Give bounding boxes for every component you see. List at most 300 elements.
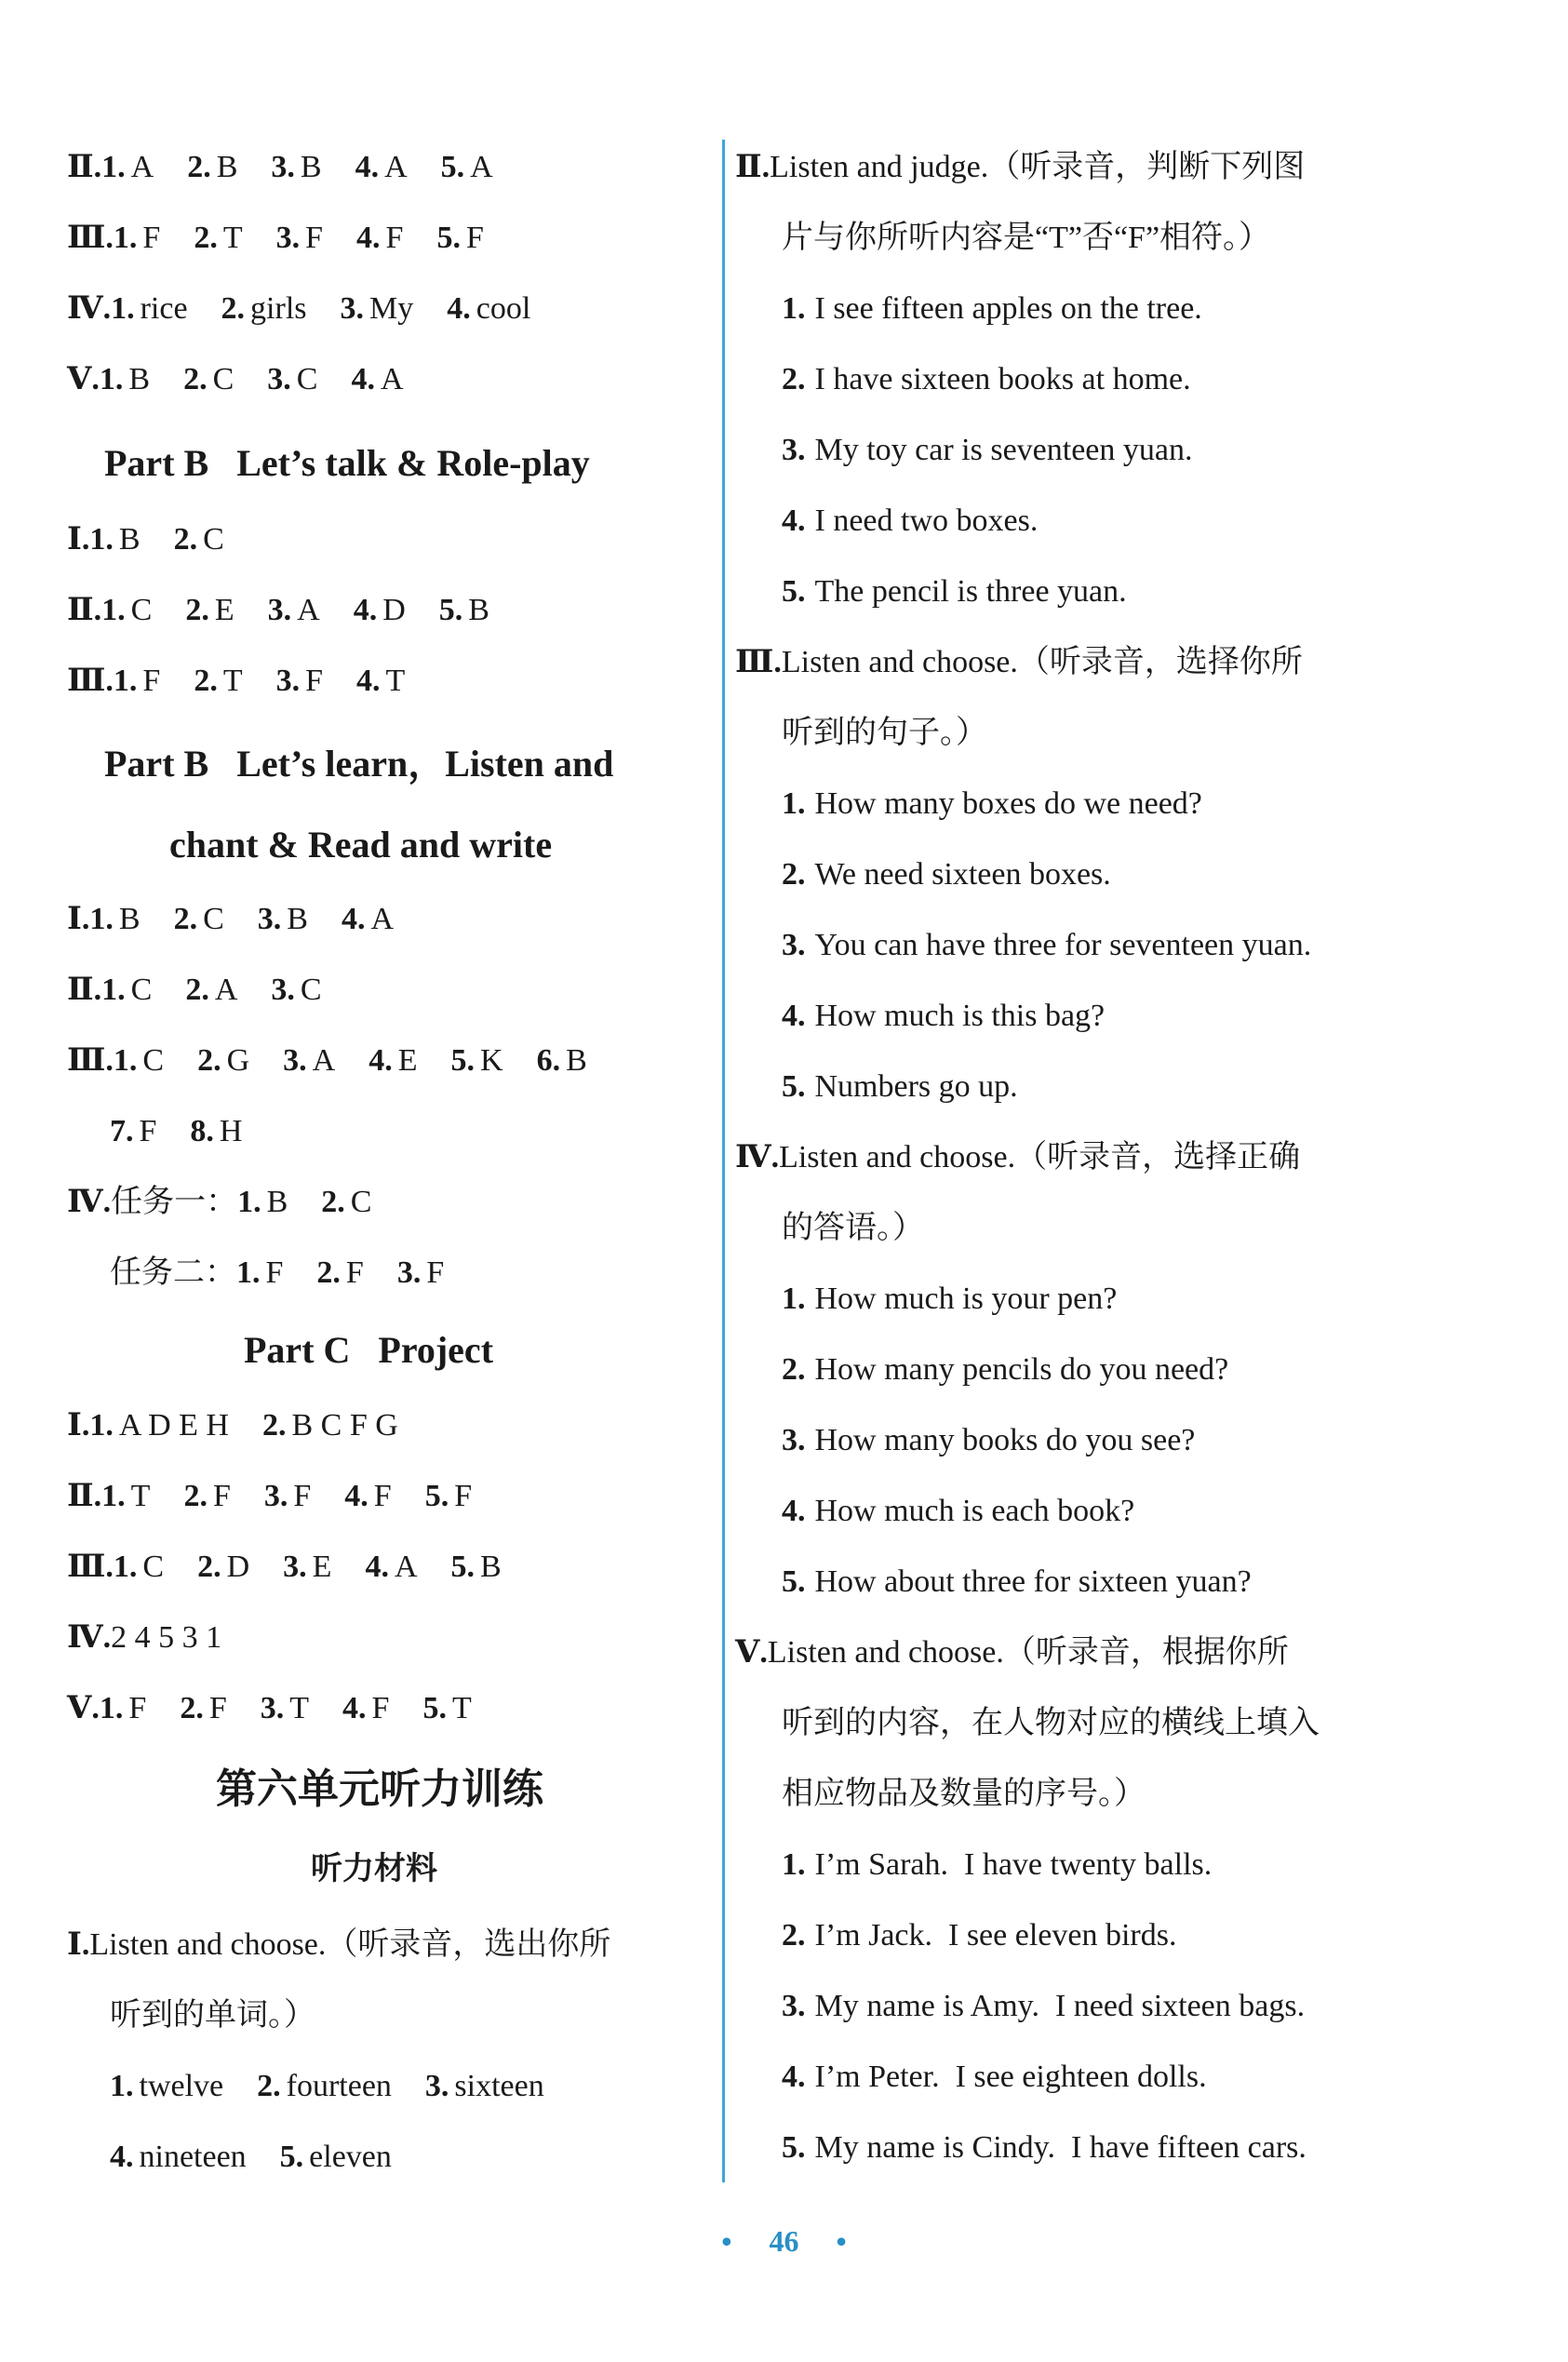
- section-instruction: [735, 644, 1303, 681]
- answer-value: C: [203, 902, 224, 936]
- section-instruction: [735, 1634, 1289, 1671]
- section-instruction: [735, 149, 1305, 186]
- question-number: 4.: [365, 1550, 389, 1584]
- answer-item: [89, 901, 140, 938]
- sentence-text: How much is this bag?: [814, 999, 1106, 1033]
- answer-value: B: [468, 593, 489, 627]
- answer-item: [101, 149, 154, 186]
- answer-item: [114, 1042, 164, 1080]
- question-number: 4.: [782, 999, 806, 1033]
- answer-item: [354, 592, 406, 629]
- sentence-text: How about three for sixteen yuan?: [814, 1564, 1252, 1599]
- roman-dot: .: [93, 973, 102, 1007]
- roman-dot: .: [102, 291, 112, 326]
- script-sentence: [782, 503, 1038, 540]
- sentence-text: My name is Amy. I need sixteen bags.: [814, 1989, 1306, 2023]
- roman-dot: .: [81, 1408, 90, 1443]
- answer-item: [111, 290, 187, 328]
- section-instruction: 听到的内容，在人物对应的横线上填入: [782, 1706, 1320, 1740]
- script-sentence: [782, 432, 1193, 469]
- sentence-text: My toy car is seventeen yuan.: [814, 433, 1193, 467]
- question-number: 3.: [275, 221, 301, 255]
- answer-item: [283, 1549, 331, 1586]
- word-value: nineteen: [139, 2140, 247, 2174]
- answer-value: T: [385, 664, 406, 698]
- answer-value: A D E H: [118, 1408, 229, 1443]
- answer-value: F: [371, 1691, 390, 1725]
- answer-value: E: [397, 1043, 418, 1078]
- roman-numeral: Ⅱ: [735, 150, 762, 184]
- question-number: 1.: [99, 362, 124, 396]
- answer-row: [67, 361, 437, 398]
- answer-item: [342, 1690, 389, 1727]
- answer-item: [447, 290, 530, 328]
- roman-numeral: Ⅲ: [67, 1043, 106, 1078]
- question-number: 4.: [344, 1479, 369, 1513]
- section-instruction: 听到的单词。）: [110, 1998, 315, 2033]
- question-number: 5.: [440, 150, 465, 184]
- question-number: 1.: [113, 1043, 138, 1078]
- question-number: 5.: [450, 1043, 475, 1078]
- word-value: fourteen: [286, 2069, 392, 2103]
- answer-item: [271, 149, 321, 186]
- page-number-text: 46: [769, 2224, 799, 2258]
- answer-value: B C F G: [291, 1408, 398, 1443]
- answer-value: F: [212, 1479, 231, 1513]
- answer-value: T: [451, 1691, 472, 1725]
- question-number: 2.: [782, 1352, 806, 1387]
- question-number: 4.: [356, 664, 381, 698]
- word-item: [110, 2068, 223, 2105]
- question-number: 2.: [197, 1550, 221, 1584]
- roman-dot: .: [759, 1635, 768, 1670]
- answer-row: [67, 220, 517, 257]
- answer-row: [67, 663, 438, 700]
- answer-item: [439, 592, 489, 629]
- answer-item: [101, 1478, 150, 1515]
- answer-row: [67, 290, 564, 328]
- section-instruction: [67, 1926, 610, 1964]
- question-number: 5.: [436, 221, 461, 255]
- task-row: [67, 1184, 405, 1221]
- question-number: 1.: [101, 150, 126, 184]
- answer-item: [258, 901, 308, 938]
- answer-value: C: [212, 362, 235, 396]
- answer-item: [194, 220, 242, 257]
- roman-dot: .: [81, 902, 90, 936]
- script-sentence: [782, 1917, 1176, 1954]
- answer-sequence: 2 4 5 3 1: [111, 1620, 222, 1655]
- answer-row: [67, 901, 427, 938]
- answer-value: C: [300, 973, 322, 1007]
- answer-item: [316, 1255, 363, 1292]
- answer-row: [67, 1407, 432, 1444]
- answer-value: My: [369, 291, 414, 326]
- question-number: 4.: [782, 503, 806, 538]
- question-number: 3.: [275, 664, 301, 698]
- question-number: 2.: [221, 291, 246, 326]
- word-item: [280, 2139, 392, 2176]
- question-number: 2.: [173, 902, 198, 936]
- roman-dot: .: [91, 1691, 100, 1725]
- answer-value: F: [385, 221, 404, 255]
- page-number: [0, 2224, 1568, 2259]
- answer-item: [356, 663, 405, 700]
- answer-item: [341, 290, 414, 328]
- answer-row: [67, 1690, 505, 1727]
- answer-value: A: [394, 1550, 418, 1584]
- roman-dot: .: [105, 1550, 114, 1584]
- script-sentence: [782, 1068, 1018, 1106]
- roman-numeral: Ⅳ: [67, 291, 103, 326]
- answer-item: [397, 1255, 444, 1292]
- answer-item: [183, 1478, 230, 1515]
- script-sentence: [782, 573, 1127, 611]
- answer-item: [262, 1407, 398, 1444]
- answer-value: A: [130, 150, 154, 184]
- answer-item: [114, 1549, 164, 1586]
- roman-numeral: Ⅰ: [67, 1927, 82, 1962]
- question-number: 4.: [782, 2060, 806, 2094]
- script-sentence: [782, 361, 1191, 398]
- question-number: 1.: [110, 2069, 134, 2103]
- answer-value: B: [266, 1185, 288, 1219]
- answer-item: [190, 1113, 242, 1150]
- sentence-text: How many books do you see?: [814, 1423, 1196, 1457]
- script-sentence: [782, 927, 1311, 964]
- sentence-text: We need sixteen boxes.: [814, 857, 1111, 892]
- roman-dot: .: [93, 1479, 102, 1513]
- answer-item: [344, 1478, 391, 1515]
- roman-numeral: Ⅲ: [67, 221, 106, 255]
- answer-item: [100, 361, 150, 398]
- answer-value: H: [219, 1114, 243, 1148]
- question-number: 4.: [369, 1043, 393, 1078]
- answer-value: A: [297, 593, 320, 627]
- question-number: 3.: [283, 1043, 307, 1078]
- question-number: 2.: [321, 1185, 345, 1219]
- question-number: 2.: [261, 1408, 287, 1443]
- question-number: 3.: [424, 2069, 449, 2103]
- roman-dot: .: [105, 664, 114, 698]
- answer-value: B: [566, 1043, 587, 1078]
- answer-value: B: [128, 362, 151, 396]
- sentence-text: I’m Sarah. I have twenty balls.: [814, 1847, 1213, 1882]
- question-number: 2.: [194, 221, 218, 255]
- answer-item: [425, 1478, 472, 1515]
- answer-value: A: [370, 902, 395, 936]
- answer-item: [237, 1184, 288, 1221]
- roman-dot: .: [81, 1927, 90, 1962]
- roman-numeral: Ⅲ: [735, 645, 774, 679]
- sentence-text: The pencil is three yuan.: [814, 574, 1127, 609]
- unit-subtitle: 听力材料: [311, 1850, 437, 1887]
- sentence-text: I have sixteen books at home.: [814, 362, 1191, 396]
- unit-title: 第六单元听力训练: [216, 1765, 543, 1813]
- question-number: 4.: [351, 362, 375, 396]
- answer-value: F: [345, 1255, 364, 1290]
- question-number: 1.: [782, 786, 806, 821]
- answer-row: [67, 592, 523, 629]
- roman-dot: .: [102, 1185, 112, 1219]
- answer-value: T: [222, 221, 243, 255]
- answer-row: [67, 1478, 505, 1515]
- question-number: 7.: [110, 1114, 134, 1148]
- answer-item: [114, 220, 160, 257]
- answer-item: [342, 901, 394, 938]
- script-sentence: [782, 785, 1202, 823]
- question-number: 3.: [340, 291, 364, 326]
- question-number: 2.: [183, 362, 208, 396]
- answer-value: K: [480, 1043, 503, 1078]
- instruction-text: Listen and choose.（听录音，选出你所: [89, 1927, 611, 1962]
- answer-value: C: [142, 1550, 165, 1584]
- question-number: 3.: [782, 1423, 806, 1457]
- word-value: sixteen: [454, 2069, 544, 2103]
- question-number: 3.: [263, 1479, 288, 1513]
- answer-item: [187, 149, 237, 186]
- question-number: 4.: [342, 1691, 367, 1725]
- answer-value: D: [226, 1550, 250, 1584]
- instruction-text: Listen and choose.（听录音，选择你所: [781, 645, 1303, 679]
- answer-value: F: [128, 1691, 147, 1725]
- roman-numeral: Ⅰ: [67, 902, 82, 936]
- answer-row: [67, 1042, 621, 1080]
- answer-value: D: [382, 593, 406, 627]
- question-number: 2.: [173, 522, 198, 557]
- answer-item: [197, 1549, 249, 1586]
- section-instruction: 片与你所听内容是“T”否“F”相符。）: [782, 221, 1271, 255]
- word-row: [110, 2139, 425, 2176]
- question-number: 2.: [187, 150, 211, 184]
- answer-row: [67, 1619, 221, 1657]
- question-number: 2.: [782, 1918, 806, 1953]
- answer-item: [356, 220, 403, 257]
- answer-item: [101, 592, 152, 629]
- answer-row: [67, 521, 258, 558]
- question-number: 3.: [257, 902, 282, 936]
- roman-dot: .: [771, 1140, 780, 1174]
- question-number: 1.: [89, 902, 114, 936]
- roman-dot: .: [93, 593, 102, 627]
- answer-value: E: [312, 1550, 332, 1584]
- sentence-text: I need two boxes.: [814, 503, 1039, 538]
- bullet-left: •: [721, 2224, 732, 2258]
- answer-value: T: [130, 1479, 151, 1513]
- answer-item: [355, 149, 408, 186]
- roman-dot: .: [102, 1620, 112, 1655]
- word-item: [425, 2068, 544, 2105]
- section-heading: Part C Project: [244, 1329, 494, 1371]
- task-label: 任务一：: [111, 1185, 238, 1219]
- answer-item: [321, 1184, 371, 1221]
- answer-item: [110, 1113, 156, 1150]
- answer-value: B: [480, 1550, 502, 1584]
- script-sentence: [782, 998, 1105, 1035]
- sentence-text: How many pencils do you need?: [814, 1352, 1229, 1387]
- answer-item: [185, 972, 237, 1009]
- script-sentence: [782, 1422, 1195, 1459]
- answer-value: A: [470, 150, 493, 184]
- roman-numeral: Ⅰ: [67, 1408, 82, 1443]
- question-number: 1.: [89, 522, 114, 557]
- question-number: 1.: [113, 221, 138, 255]
- question-number: 5.: [782, 2130, 806, 2165]
- answer-value: F: [142, 221, 161, 255]
- question-number: 1.: [101, 973, 126, 1007]
- answer-item: [268, 592, 320, 629]
- answer-value: A: [312, 1043, 336, 1078]
- answer-item: [185, 592, 234, 629]
- answer-item: [264, 1478, 311, 1515]
- answer-item: [422, 1690, 471, 1727]
- question-number: 5.: [782, 574, 806, 609]
- answer-value: C: [130, 593, 153, 627]
- roman-numeral: Ⅲ: [67, 664, 106, 698]
- answer-item: [89, 1407, 229, 1444]
- roman-numeral: Ⅲ: [67, 1550, 106, 1584]
- answer-value: T: [289, 1691, 310, 1725]
- question-number: 6.: [536, 1043, 561, 1078]
- answer-value: F: [465, 221, 484, 255]
- roman-numeral: Ⅴ: [735, 1635, 760, 1670]
- question-number: 1.: [782, 1847, 806, 1882]
- answer-item: [369, 1042, 417, 1080]
- question-number: 2.: [183, 1479, 208, 1513]
- answer-item: [451, 1549, 502, 1586]
- question-number: 2.: [185, 593, 209, 627]
- answer-item: [283, 1042, 335, 1080]
- answer-value: rice: [140, 291, 188, 326]
- answer-value: G: [226, 1043, 250, 1078]
- question-number: 5.: [422, 1691, 447, 1725]
- sentence-text: You can have three for seventeen yuan.: [814, 928, 1312, 962]
- roman-numeral: Ⅴ: [67, 362, 92, 396]
- answer-item: [351, 361, 403, 398]
- question-number: 3.: [782, 433, 806, 467]
- roman-dot: .: [773, 645, 782, 679]
- question-number: 1.: [782, 291, 806, 326]
- sentence-text: My name is Cindy. I have fifteen cars.: [814, 2130, 1307, 2165]
- question-number: 2.: [194, 664, 218, 698]
- question-number: 3.: [271, 150, 295, 184]
- section-instruction: [735, 1139, 1300, 1176]
- answer-item: [537, 1042, 587, 1080]
- answer-item: [180, 1690, 226, 1727]
- question-number: 5.: [450, 1550, 475, 1584]
- question-number: 1.: [101, 1479, 126, 1513]
- answer-item: [197, 1042, 249, 1080]
- answer-value: F: [142, 664, 161, 698]
- answer-value: F: [426, 1255, 445, 1290]
- question-number: 1.: [236, 1255, 261, 1290]
- answer-item: [174, 521, 224, 558]
- script-sentence: [782, 1281, 1117, 1318]
- answer-value: C: [203, 522, 224, 557]
- answer-value: E: [214, 593, 235, 627]
- sentence-text: I see fifteen apples on the tree.: [814, 291, 1202, 326]
- answer-value: girls: [250, 291, 307, 326]
- answer-item: [451, 1042, 503, 1080]
- question-number: 2.: [180, 1691, 204, 1725]
- sentence-text: How much is each book?: [814, 1494, 1135, 1528]
- roman-numeral: Ⅱ: [67, 973, 94, 1007]
- answer-item: [194, 663, 242, 700]
- answer-row: [67, 1549, 535, 1586]
- sentence-text: Numbers go up.: [814, 1069, 1018, 1104]
- script-sentence: [782, 1351, 1228, 1389]
- answer-item: [174, 901, 224, 938]
- answer-value: C: [130, 973, 153, 1007]
- sentence-text: I’m Peter. I see eighteen dolls.: [814, 2060, 1207, 2094]
- script-sentence: [782, 1846, 1212, 1884]
- question-number: 5.: [438, 593, 463, 627]
- section-instruction: 的答语。）: [782, 1211, 924, 1245]
- answer-value: F: [454, 1479, 473, 1513]
- answer-item: [271, 972, 321, 1009]
- answer-value: C: [142, 1043, 165, 1078]
- answer-row: [67, 972, 355, 1009]
- roman-dot: .: [91, 362, 100, 396]
- question-number: 3.: [283, 1550, 307, 1584]
- answer-item: [101, 972, 152, 1009]
- question-number: 3.: [782, 928, 806, 962]
- answer-value: F: [208, 1691, 227, 1725]
- roman-dot: .: [81, 522, 90, 557]
- column-divider: [722, 140, 725, 2182]
- question-number: 4.: [110, 2140, 134, 2174]
- script-sentence: [782, 2059, 1207, 2096]
- question-number: 2.: [185, 973, 209, 1007]
- question-number: 3.: [267, 593, 292, 627]
- question-number: 3.: [271, 973, 295, 1007]
- word-value: twelve: [139, 2069, 224, 2103]
- sentence-text: How much is your pen?: [814, 1282, 1118, 1316]
- question-number: 4.: [341, 902, 366, 936]
- answer-row: [67, 149, 527, 186]
- answer-item: [267, 361, 317, 398]
- sentence-text: How many boxes do we need?: [814, 786, 1202, 821]
- question-number: 2.: [782, 857, 806, 892]
- word-row: [110, 2068, 578, 2105]
- roman-numeral: Ⅳ: [67, 1620, 103, 1655]
- answer-value: A: [214, 973, 238, 1007]
- word-value: eleven: [309, 2140, 392, 2174]
- question-number: 1.: [111, 291, 135, 326]
- question-number: 8.: [190, 1114, 214, 1148]
- roman-numeral: Ⅱ: [67, 150, 94, 184]
- question-number: 5.: [279, 2140, 304, 2174]
- roman-numeral: Ⅴ: [67, 1691, 92, 1725]
- question-number: 4.: [355, 150, 380, 184]
- question-number: 3.: [267, 362, 291, 396]
- question-number: 1.: [113, 1550, 138, 1584]
- sentence-text: I’m Jack. I see eleven birds.: [814, 1918, 1177, 1953]
- question-number: 1.: [101, 593, 126, 627]
- question-number: 4.: [353, 593, 378, 627]
- script-sentence: [782, 290, 1202, 328]
- answer-value: F: [265, 1255, 284, 1290]
- answer-item: [261, 1690, 309, 1727]
- section-heading: chant & Read and write: [169, 824, 553, 866]
- answer-value: A: [380, 362, 404, 396]
- question-number: 2.: [316, 1255, 341, 1290]
- roman-dot: .: [105, 1043, 114, 1078]
- answer-item: [441, 149, 493, 186]
- script-sentence: [782, 1563, 1252, 1601]
- answer-value: B: [118, 902, 141, 936]
- roman-numeral: Ⅳ: [67, 1185, 103, 1219]
